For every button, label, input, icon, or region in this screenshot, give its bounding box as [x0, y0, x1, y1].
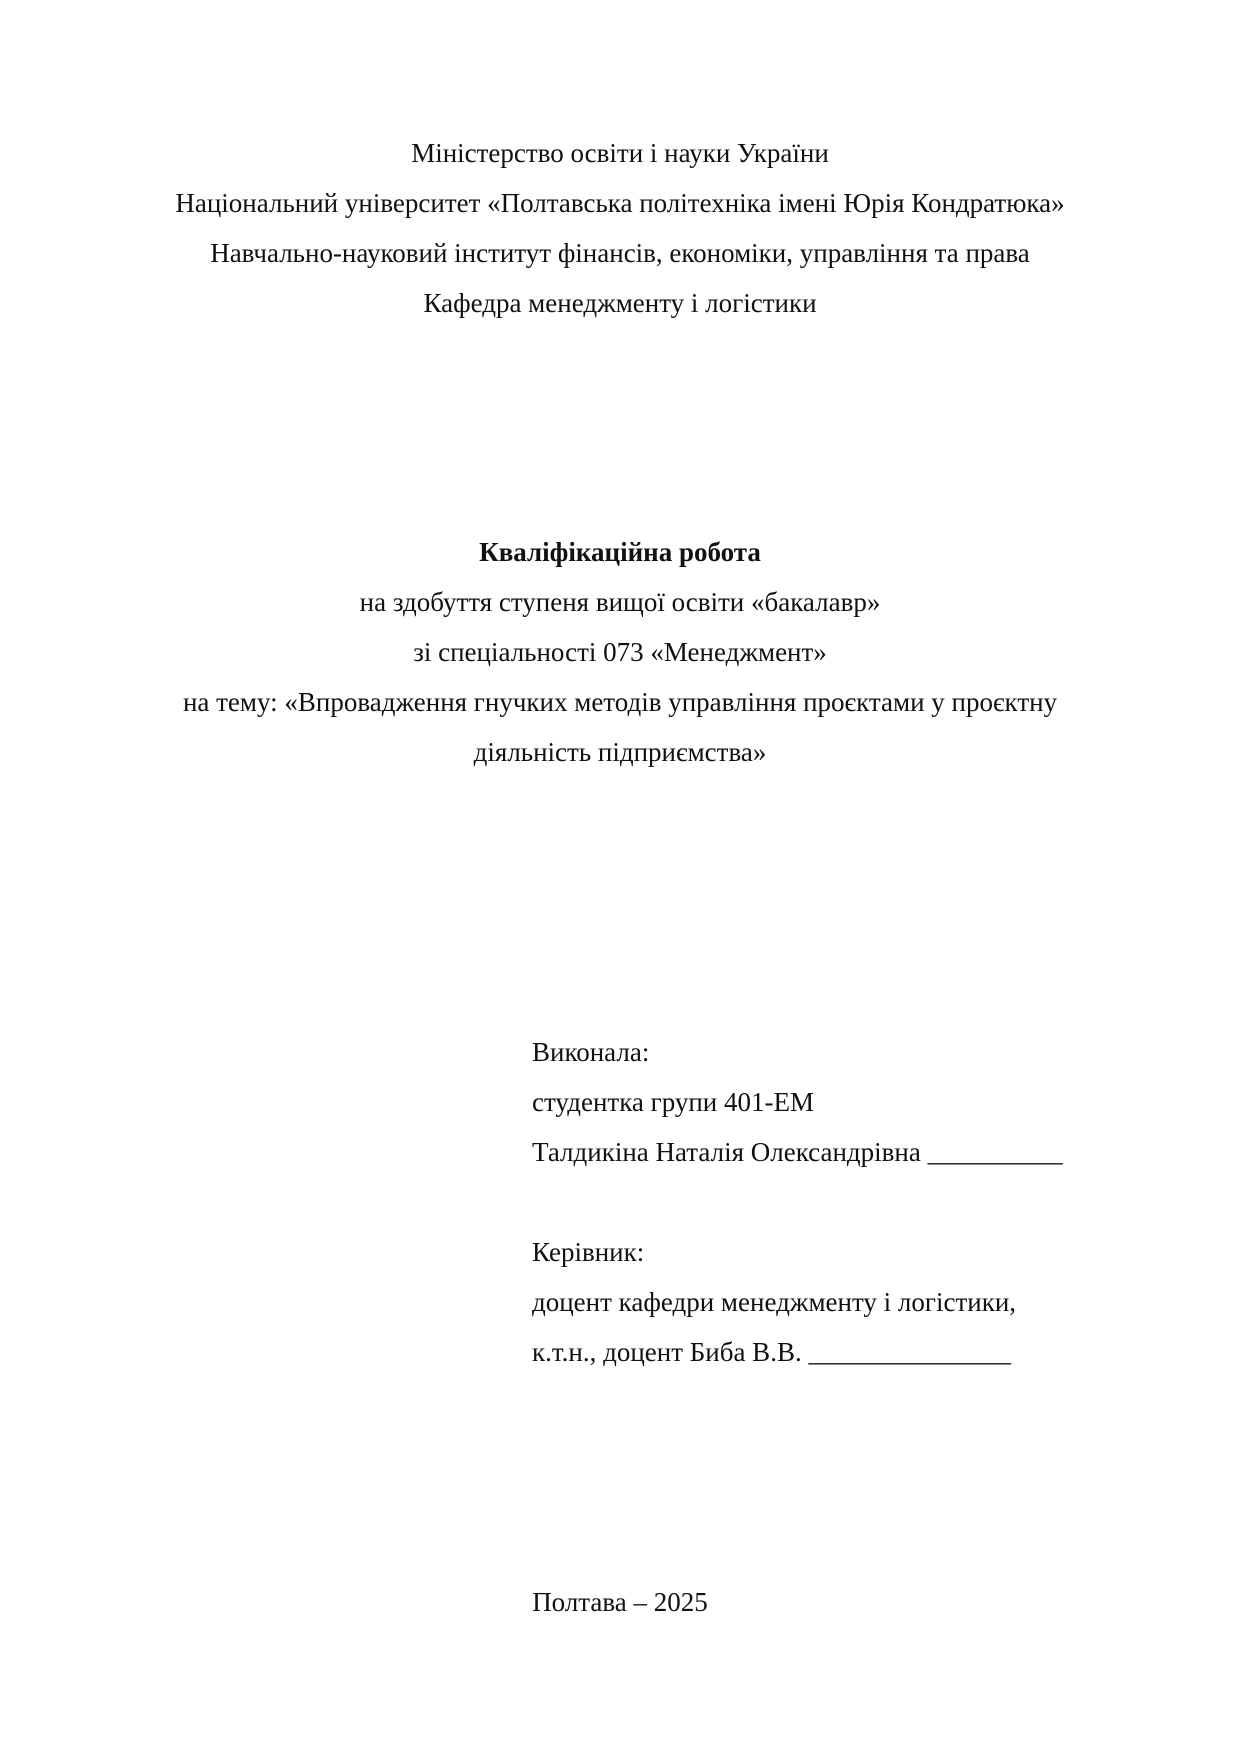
author-name-signature: Талдикіна Наталія Олександрівна __________	[532, 1137, 1063, 1167]
city-year: Полтава – 2025	[532, 1587, 708, 1617]
degree-line: на здобуття ступеня вищої освіти «бакалавр»	[359, 587, 881, 617]
supervisor-position: доцент кафедри менеджменту і логістики,	[532, 1287, 1017, 1317]
department-line: Кафедра менеджменту і логістики	[423, 288, 817, 318]
topic-line-2: діяльність підприємства»	[473, 737, 767, 767]
topic-line-1: на тему: «Впровадження гнучких методів управління проєктами у проєктну	[182, 687, 1058, 717]
supervisor-name-signature: к.т.н., доцент Биба В.В. _______________	[532, 1337, 1011, 1367]
author-label: Виконала:	[532, 1037, 650, 1067]
supervisor-label: Керівник:	[532, 1237, 645, 1267]
author-group: студентка групи 401-ЕМ	[532, 1087, 814, 1117]
work-type-heading: Кваліфікаційна робота	[479, 537, 761, 567]
institute-line: Навчально-науковий інститут фінансів, економіки, управління та права	[210, 238, 1030, 268]
university-line: Національний університет «Полтавська політехніка імені Юрія Кондратюка»	[175, 188, 1065, 218]
ministry-line: Міністерство освіти і науки України	[411, 138, 829, 168]
specialty-line: зі спеціальності 073 «Менеджмент»	[413, 637, 827, 667]
